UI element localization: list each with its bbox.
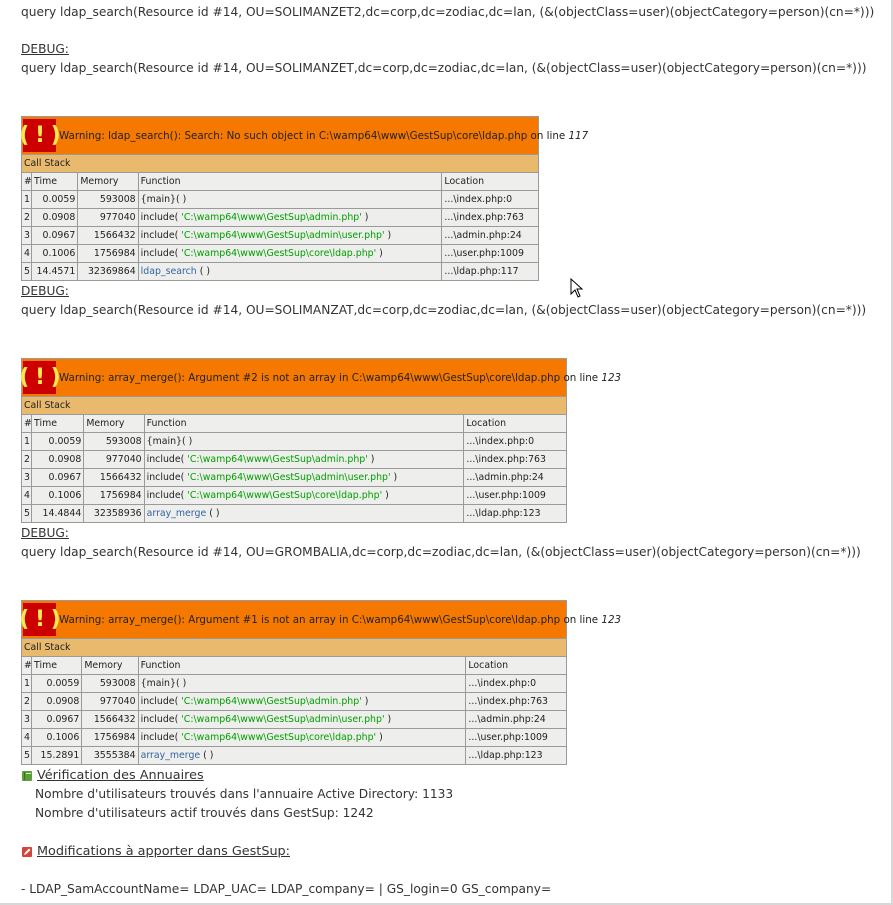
row-time: 0.0908 xyxy=(32,209,78,227)
column-header: # xyxy=(22,173,32,191)
row-location: ...\index.php:0 xyxy=(442,191,539,209)
string-argument: 'C:\wamp64\www\GestSup\core\ldap.php' xyxy=(187,490,383,501)
row-function: {main}( ) xyxy=(138,191,442,209)
column-header: Time xyxy=(32,173,78,191)
warning-message: Warning: array_merge(): Argument #2 is not an array in C:\wamp64\www\GestSup\core\ldap.php on line 123 xyxy=(59,371,622,384)
row-memory: 1566432 xyxy=(84,469,144,487)
row-location: ...\admin.php:24 xyxy=(442,227,539,245)
row-time: 0.0967 xyxy=(32,711,82,729)
warning-header xyxy=(19,117,589,155)
table-row xyxy=(22,245,539,263)
debug-label: DEBUG: xyxy=(21,42,69,56)
row-function: include( 'C:\wamp64\www\GestSup\core\ldap.php' ) xyxy=(138,729,466,747)
table-row xyxy=(22,469,567,487)
row-location: ...\index.php:763 xyxy=(442,209,539,227)
table-row xyxy=(22,433,567,451)
row-number: 1 xyxy=(22,675,32,693)
table-row xyxy=(22,675,567,693)
query-line: query ldap_search(Resource id #14, OU=SOLIMANZAT,dc=corp,dc=zodiac,dc=lan, (&(objectClass=user)(objectCategory=person)(cn=*))) xyxy=(21,303,867,317)
query-line: query ldap_search(Resource id #14, OU=GROMBALIA,dc=corp,dc=zodiac,dc=lan, (&(objectClass=user)(objectCategory=person)(cn=*))) xyxy=(21,545,861,559)
row-location: ...\user.php:1009 xyxy=(442,245,539,263)
table-header-row xyxy=(22,657,567,675)
row-time: 0.0059 xyxy=(32,675,82,693)
table-row xyxy=(22,487,567,505)
table-row xyxy=(22,711,567,729)
call-stack-label: Call Stack xyxy=(22,397,567,415)
table-row xyxy=(22,209,539,227)
warning-message: Warning: ldap_search(): Search: No such object in C:\wamp64\www\GestSup\core\ldap.php on line 117 xyxy=(59,129,589,142)
row-number: 3 xyxy=(22,469,32,487)
xdebug-error-table xyxy=(19,600,622,765)
row-memory: 593008 xyxy=(84,433,144,451)
row-time: 0.0059 xyxy=(32,191,78,209)
table-row xyxy=(22,451,567,469)
debug-label: DEBUG: xyxy=(21,284,69,298)
row-function: ldap_search ( ) xyxy=(138,263,442,281)
row-location: ...\index.php:763 xyxy=(464,451,567,469)
row-memory: 977040 xyxy=(82,693,138,711)
row-number: 4 xyxy=(22,487,32,505)
column-header: Location xyxy=(442,173,539,191)
row-number: 5 xyxy=(22,263,32,281)
row-time: 0.0908 xyxy=(32,693,82,711)
table-row xyxy=(22,505,567,523)
row-time: 0.1006 xyxy=(32,245,78,263)
column-header: Function xyxy=(144,415,464,433)
query-line: query ldap_search(Resource id #14, OU=SOLIMANZET2,dc=corp,dc=zodiac,dc=lan, (&(objectClass=user)(objectCategory=person)(cn=*))) xyxy=(21,5,875,19)
row-time: 0.0908 xyxy=(32,451,84,469)
column-header: Function xyxy=(138,173,442,191)
row-number: 4 xyxy=(22,245,32,263)
row-location: ...\ldap.php:123 xyxy=(464,505,567,523)
row-memory: 593008 xyxy=(82,675,138,693)
row-function: include( 'C:\wamp64\www\GestSup\core\ldap.php' ) xyxy=(138,245,442,263)
row-number: 1 xyxy=(22,433,32,451)
query-line: query ldap_search(Resource id #14, OU=SOLIMANZET,dc=corp,dc=zodiac,dc=lan, (&(objectClass=user)(objectCategory=person)(cn=*))) xyxy=(21,61,867,75)
string-argument: 'C:\wamp64\www\GestSup\admin\user.php' xyxy=(187,472,391,483)
row-location: ...\index.php:0 xyxy=(466,675,567,693)
row-location: ...\ldap.php:123 xyxy=(466,747,567,765)
table-header-row xyxy=(22,415,567,433)
table-row xyxy=(22,693,567,711)
table-row xyxy=(22,227,539,245)
row-location: ...\ldap.php:117 xyxy=(442,263,539,281)
row-time: 0.0967 xyxy=(32,469,84,487)
function-link[interactable]: ldap_search xyxy=(140,266,197,277)
row-memory: 32369864 xyxy=(78,263,138,281)
warning-header xyxy=(19,359,622,397)
row-time: 0.1006 xyxy=(32,729,82,747)
edit-icon xyxy=(21,846,33,858)
xdebug-error-table xyxy=(19,116,589,281)
row-memory: 32358936 xyxy=(84,505,144,523)
row-function: include( 'C:\wamp64\www\GestSup\admin\user.php' ) xyxy=(138,227,442,245)
warning-icon: ( ! ) xyxy=(23,361,56,394)
column-header: Location xyxy=(466,657,567,675)
string-argument: 'C:\wamp64\www\GestSup\admin.php' xyxy=(181,212,362,223)
call-stack-label: Call Stack xyxy=(22,155,539,173)
row-location: ...\user.php:1009 xyxy=(466,729,567,747)
modifications-heading: Modifications à apporter dans GestSup: xyxy=(21,844,290,859)
row-location: ...\index.php:0 xyxy=(464,433,567,451)
row-number: 1 xyxy=(22,191,32,209)
mouse-cursor-icon xyxy=(570,278,584,298)
row-memory: 1566432 xyxy=(82,711,138,729)
string-argument: 'C:\wamp64\www\GestSup\core\ldap.php' xyxy=(181,248,377,259)
warning-icon: ( ! ) xyxy=(23,603,56,636)
verification-heading: Vérification des Annuaires xyxy=(21,768,204,783)
row-location: ...\user.php:1009 xyxy=(464,487,567,505)
table-row xyxy=(22,191,539,209)
row-number: 2 xyxy=(22,693,32,711)
row-number: 5 xyxy=(22,747,32,765)
row-time: 0.0967 xyxy=(32,227,78,245)
string-argument: 'C:\wamp64\www\GestSup\admin.php' xyxy=(181,696,362,707)
string-argument: 'C:\wamp64\www\GestSup\core\ldap.php' xyxy=(181,732,377,743)
modification-line: - LDAP_SamAccountName= LDAP_UAC= LDAP_company= | GS_login=0 GS_company= xyxy=(21,882,552,896)
row-function: array_merge ( ) xyxy=(144,505,464,523)
debug-label: DEBUG: xyxy=(21,526,69,540)
xdebug-error-table xyxy=(19,358,622,523)
row-time: 14.4571 xyxy=(32,263,78,281)
column-header: # xyxy=(22,415,32,433)
call-stack-label: Call Stack xyxy=(22,639,567,657)
function-link[interactable]: array_merge xyxy=(140,750,201,761)
column-header: Memory xyxy=(84,415,144,433)
table-row xyxy=(22,747,567,765)
warning-message: Warning: array_merge(): Argument #1 is not an array in C:\wamp64\www\GestSup\core\ldap.php on line 123 xyxy=(59,613,622,626)
string-argument: 'C:\wamp64\www\GestSup\admin\user.php' xyxy=(181,714,385,725)
row-memory: 1756984 xyxy=(84,487,144,505)
book-icon xyxy=(21,770,33,782)
column-header: # xyxy=(22,657,32,675)
ad-user-count: Nombre d'utilisateurs trouvés dans l'annuaire Active Directory: 1133 xyxy=(35,787,454,801)
row-memory: 977040 xyxy=(84,451,144,469)
row-number: 2 xyxy=(22,451,32,469)
warning-header xyxy=(19,601,622,639)
row-time: 0.1006 xyxy=(32,487,84,505)
row-memory: 1756984 xyxy=(78,245,138,263)
row-number: 5 xyxy=(22,505,32,523)
column-header: Memory xyxy=(78,173,138,191)
row-time: 14.4844 xyxy=(32,505,84,523)
row-number: 3 xyxy=(22,711,32,729)
row-function: {main}( ) xyxy=(144,433,464,451)
column-header: Time xyxy=(32,657,82,675)
row-memory: 3555384 xyxy=(82,747,138,765)
row-number: 3 xyxy=(22,227,32,245)
gestsup-user-count: Nombre d'utilisateurs actif trouvés dans GestSup: 1242 xyxy=(35,806,374,820)
row-memory: 593008 xyxy=(78,191,138,209)
row-memory: 1756984 xyxy=(82,729,138,747)
row-function: include( 'C:\wamp64\www\GestSup\admin.php' ) xyxy=(138,209,442,227)
function-link[interactable]: array_merge xyxy=(146,508,207,519)
row-time: 15.2891 xyxy=(32,747,82,765)
string-argument: 'C:\wamp64\www\GestSup\admin\user.php' xyxy=(181,230,385,241)
row-function: {main}( ) xyxy=(138,675,466,693)
row-memory: 1566432 xyxy=(78,227,138,245)
row-time: 0.0059 xyxy=(32,433,84,451)
row-number: 2 xyxy=(22,209,32,227)
string-argument: 'C:\wamp64\www\GestSup\admin.php' xyxy=(187,454,368,465)
row-function: array_merge ( ) xyxy=(138,747,466,765)
table-row xyxy=(22,729,567,747)
column-header: Location xyxy=(464,415,567,433)
column-header: Memory xyxy=(82,657,138,675)
row-function: include( 'C:\wamp64\www\GestSup\admin\user.php' ) xyxy=(138,711,466,729)
column-header: Function xyxy=(138,657,466,675)
row-function: include( 'C:\wamp64\www\GestSup\admin.php' ) xyxy=(144,451,464,469)
row-number: 4 xyxy=(22,729,32,747)
row-location: ...\admin.php:24 xyxy=(466,711,567,729)
row-location: ...\index.php:763 xyxy=(466,693,567,711)
row-function: include( 'C:\wamp64\www\GestSup\admin.php' ) xyxy=(138,693,466,711)
row-location: ...\admin.php:24 xyxy=(464,469,567,487)
row-memory: 977040 xyxy=(78,209,138,227)
warning-icon: ( ! ) xyxy=(23,119,56,152)
row-function: include( 'C:\wamp64\www\GestSup\admin\user.php' ) xyxy=(144,469,464,487)
column-header: Time xyxy=(32,415,84,433)
table-header-row xyxy=(22,173,539,191)
row-function: include( 'C:\wamp64\www\GestSup\core\ldap.php' ) xyxy=(144,487,464,505)
table-row xyxy=(22,263,539,281)
